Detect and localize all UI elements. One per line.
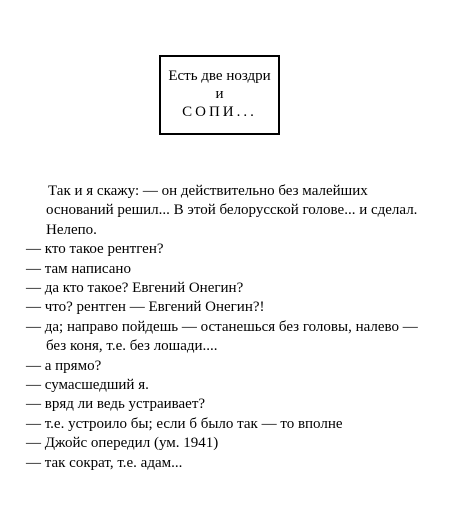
title-box [159, 55, 280, 135]
paragraph-line: Нелепо. [46, 221, 97, 238]
dialogue-line: — т.е. устроило бы; если б было так — то вполне [26, 415, 343, 432]
body-text [26, 182, 436, 473]
paragraph-line: Так и я скажу: — он действительно без малейших [48, 183, 368, 199]
dialogue-line-continuation: без коня, т.е. без лошади.... [46, 338, 218, 355]
dialogue-line: — да кто такое? Евгений Онегин? [26, 280, 244, 297]
title-line-2: и [215, 86, 224, 102]
dialogue-line: — что? рентген — Евгений Онегин?! [26, 299, 265, 316]
paragraph-line: оснований решил... В этой белорусской голове... и сделал. [46, 202, 418, 219]
dialogue-line: — сумасшедший я. [26, 377, 149, 394]
dialogue-line: — так сократ, т.е. адам... [26, 454, 183, 471]
dialogue-line: — там написано [26, 260, 131, 277]
intro-paragraph [26, 182, 436, 201]
title-line-1: Есть две ноздри [168, 68, 271, 84]
dialogue-line: — а прямо? [26, 357, 102, 374]
intro-paragraph-cont [26, 201, 436, 240]
dialogue-line: — да; направо пойдешь — останешься без головы, налево — [26, 318, 418, 335]
dialogue-line: — вряд ли ведь устраивает? [26, 396, 206, 413]
dialogue-line: — Джойс опередил (ум. 1941) [26, 435, 219, 452]
dialogue-list [26, 240, 436, 473]
title-line-3: СОПИ... [182, 104, 257, 120]
dialogue-line: — кто такое рентген? [26, 241, 164, 258]
